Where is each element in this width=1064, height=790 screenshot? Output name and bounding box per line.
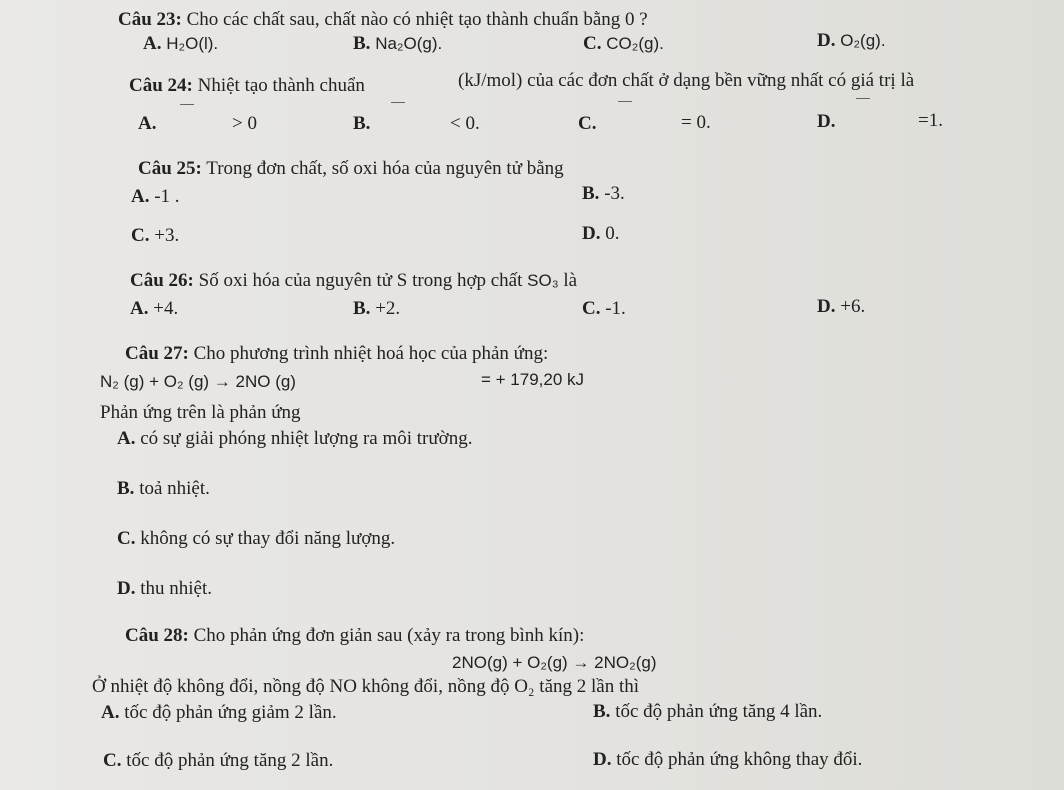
q25-option-a[interactable] xyxy=(131,186,180,208)
q26-formula: SO₃ xyxy=(527,271,559,290)
option-letter: A. xyxy=(101,702,120,723)
q27-stem xyxy=(125,343,548,365)
q23-text: Cho các chất sau, chất nào có nhiệt tạo thành chuẩn bằng 0 ? xyxy=(186,9,648,30)
option-letter: C. xyxy=(582,298,601,319)
option-letter: A. xyxy=(130,298,149,319)
option-text: có sự giải phóng nhiệt lượng ra môi trường. xyxy=(140,428,473,449)
option-text: thu nhiệt. xyxy=(140,578,213,599)
option-letter: B. xyxy=(117,478,135,499)
q26-option-c[interactable] xyxy=(582,298,626,320)
q24-option-c-value: = 0. xyxy=(681,112,711,133)
q27-option-c[interactable] xyxy=(117,528,395,550)
q24-option-b-value: < 0. xyxy=(450,113,480,134)
option-text: tốc độ phản ứng giảm 2 lần. xyxy=(124,702,337,723)
option-text: 0. xyxy=(605,223,620,244)
option-letter: D. xyxy=(817,111,836,132)
q24-stem-left xyxy=(129,75,365,97)
q23-label: Câu 23: xyxy=(118,9,182,30)
q27-equation: N₂ (g) + O₂ (g) → 2NO (g) xyxy=(100,372,296,391)
q25-text: Trong đơn chất, số oxi hóa của nguyên tử bằng xyxy=(206,158,564,179)
option-text: tốc độ phản ứng không thay đổi. xyxy=(616,749,863,770)
option-letter: A. xyxy=(117,428,136,449)
q28-option-d[interactable] xyxy=(593,749,862,771)
q25-stem xyxy=(138,158,564,180)
q26-tail: là xyxy=(563,270,578,291)
option-text: +4. xyxy=(153,298,179,319)
option-letter: B. xyxy=(582,183,600,204)
q27-label: Câu 27: xyxy=(125,343,189,364)
option-letter: D. xyxy=(117,578,136,599)
q25-option-b[interactable] xyxy=(582,183,625,205)
option-text: -3. xyxy=(604,183,625,204)
q24-option-d-value: =1. xyxy=(918,110,943,131)
q26-option-d[interactable] xyxy=(817,296,865,318)
option-letter: C. xyxy=(578,113,597,134)
q26-label: Câu 26: xyxy=(130,270,194,291)
q27-text: Cho phương trình nhiệt hoá học của phản ứng: xyxy=(193,343,549,364)
q25-label: Câu 25: xyxy=(138,158,202,179)
option-letter: C. xyxy=(117,528,136,549)
q26-text: Số oxi hóa của nguyên tử S trong hợp chất xyxy=(198,270,523,291)
q24-label: Câu 24: xyxy=(129,75,193,96)
option-letter: A. xyxy=(143,33,162,54)
option-text: CO₂(g). xyxy=(606,34,664,53)
option-letter: D. xyxy=(582,223,601,244)
option-letter: B. xyxy=(593,701,611,722)
q26-stem xyxy=(130,270,577,292)
option-letter: A. xyxy=(131,186,150,207)
option-text: +2. xyxy=(375,298,401,319)
q23-option-b[interactable] xyxy=(353,33,442,55)
option-letter: B. xyxy=(353,298,371,319)
q23-stem xyxy=(118,9,648,31)
q23-option-d[interactable] xyxy=(817,30,886,52)
option-text: +6. xyxy=(840,296,866,317)
blurred-symbol-mark xyxy=(391,102,405,103)
option-text: +3. xyxy=(154,225,180,246)
option-text: -1 . xyxy=(154,186,180,207)
option-letter: D. xyxy=(593,749,612,770)
q24-option-d[interactable] xyxy=(817,111,835,133)
option-letter: C. xyxy=(131,225,150,246)
q28-stem xyxy=(125,625,584,647)
q23-option-a[interactable] xyxy=(143,33,218,55)
q25-option-d[interactable] xyxy=(582,223,619,245)
option-letter: B. xyxy=(353,113,371,134)
option-text: -1. xyxy=(605,298,626,319)
q24-text-left: Nhiệt tạo thành chuẩn xyxy=(197,75,365,96)
blurred-symbol-mark xyxy=(856,98,870,99)
blurred-symbol-mark xyxy=(618,101,632,102)
q24-option-c[interactable] xyxy=(578,113,596,135)
option-text: không có sự thay đổi năng lượng. xyxy=(140,528,396,549)
option-letter: C. xyxy=(583,33,602,54)
q26-option-b[interactable] xyxy=(353,298,400,320)
q27-enthalpy: = + 179,20 kJ xyxy=(481,370,585,389)
q27-option-b[interactable] xyxy=(117,478,210,500)
blurred-symbol-mark xyxy=(180,104,194,105)
option-letter: C. xyxy=(103,750,122,771)
option-text: O₂(g). xyxy=(840,31,886,50)
q23-option-c[interactable] xyxy=(583,33,664,55)
option-text: H₂O(l). xyxy=(166,34,219,53)
option-text: Na₂O(g). xyxy=(375,34,443,53)
q27-question: Phản ứng trên là phản ứng xyxy=(100,402,301,423)
q24-text-right: (kJ/mol) của các đơn chất ở dạng bền vững nhất có giá trị là xyxy=(458,70,915,91)
q28-condition: Ở nhiệt độ không đổi, nồng độ NO không đổi, nồng độ O₂ tăng 2 lần thì xyxy=(92,676,640,697)
q24-option-b[interactable] xyxy=(353,113,370,135)
q24-option-a-value: > 0 xyxy=(232,113,257,134)
q28-option-b[interactable] xyxy=(593,701,822,723)
q28-equation: 2NO(g) + O₂(g) → 2NO₂(g) xyxy=(452,653,657,672)
option-letter: D. xyxy=(817,296,836,317)
option-text: tốc độ phản ứng tăng 2 lần. xyxy=(126,750,334,771)
option-letter: B. xyxy=(353,33,371,54)
q26-option-a[interactable] xyxy=(130,298,178,320)
q25-option-c[interactable] xyxy=(131,225,179,247)
q27-option-a[interactable] xyxy=(117,428,472,450)
q28-option-c[interactable] xyxy=(103,750,333,772)
option-letter: A. xyxy=(138,113,157,134)
option-letter: D. xyxy=(817,30,836,51)
q24-option-a[interactable] xyxy=(138,113,156,135)
option-text: toả nhiệt. xyxy=(139,478,210,499)
q28-option-a[interactable] xyxy=(101,702,337,724)
option-text: tốc độ phản ứng tăng 4 lần. xyxy=(615,701,823,722)
q27-option-d[interactable] xyxy=(117,578,212,600)
q28-label: Câu 28: xyxy=(125,625,189,646)
q28-text: Cho phản ứng đơn giản sau (xảy ra trong bình kín): xyxy=(193,625,585,646)
